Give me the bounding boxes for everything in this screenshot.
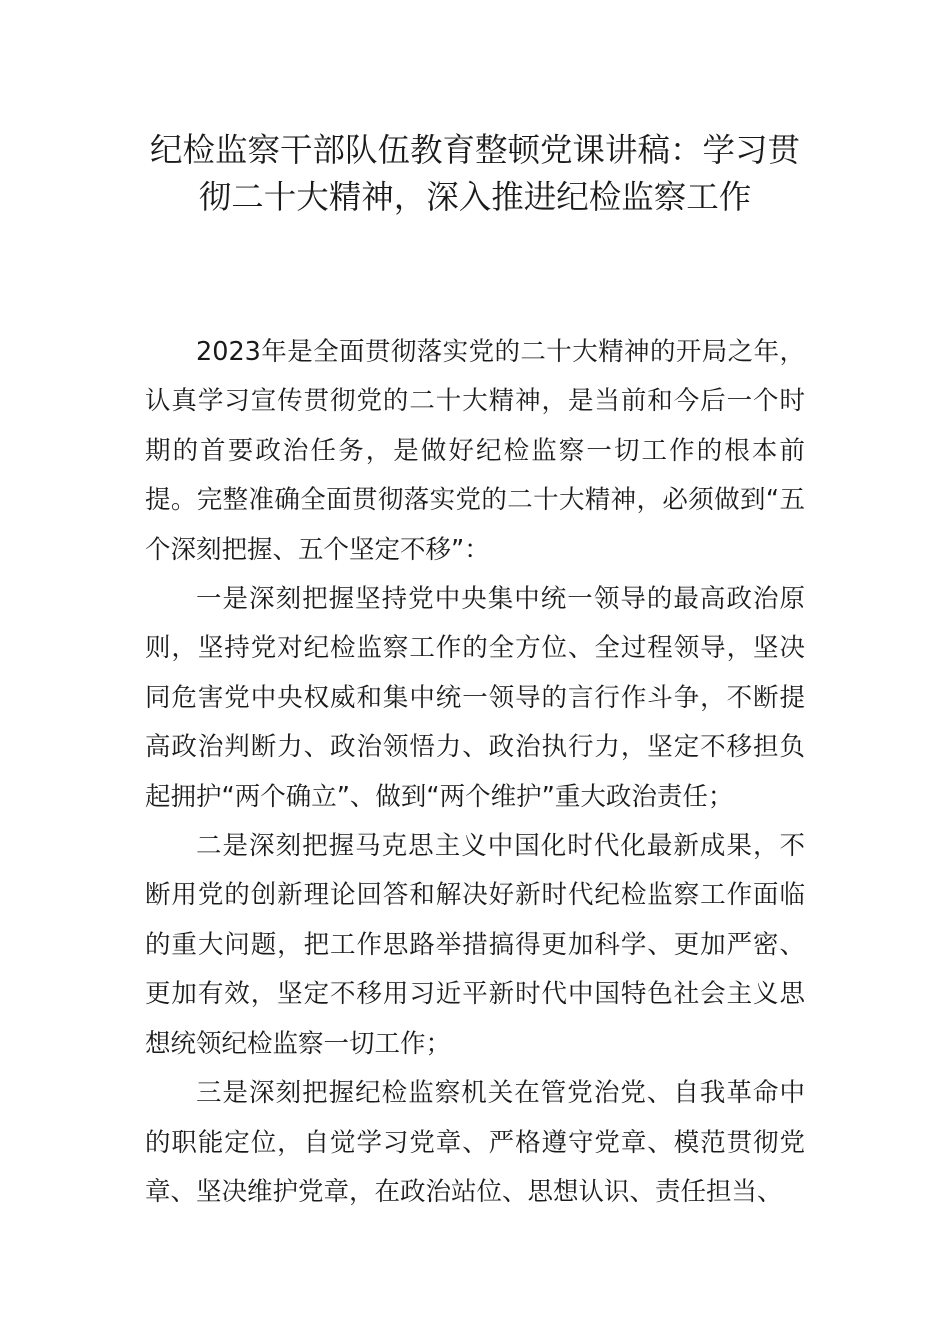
paragraph-point-two: 二是深刻把握马克思主义中国化时代化最新成果，不断用党的创新理论回答和解决好新时代纪检监察工作面临的重大问题，把工作思路举措搞得更加科学、更加严密、更加有效，坚定不移用习近平新时代中国特色社会主义思想统领纪检监察一切工作； xyxy=(145,831,805,1059)
paragraph-point-three: 三是深刻把握纪检监察机关在管党治党、自我革命中的职能定位，自觉学习党章、严格遵守党章、模范贯彻党章、坚决维护党章，在政治站位、思想认识、责任担当、 xyxy=(145,1078,805,1207)
paragraph-intro: 2023年是全面贯彻落实党的二十大精神的开局之年，认真学习宣传贯彻党的二十大精神，是当前和今后一个时期的首要政治任务，是做好纪检监察一切工作的根本前提。完整准确全面贯彻落实党的二十大精神，必须做到“五个深刻把握、五个坚定不移”： xyxy=(145,337,805,565)
document-body xyxy=(145,328,805,1217)
document-title: 纪检监察干部队伍教育整顿党课讲稿：学习贯彻二十大精神，深入推进纪检监察工作 xyxy=(149,131,800,216)
paragraph-point-one: 一是深刻把握坚持党中央集中统一领导的最高政治原则，坚持党对纪检监察工作的全方位、全过程领导，坚决同危害党中央权威和集中统一领导的言行作斗争，不断提高政治判断力、政治领悟力、政治执行力，坚定不移担负起拥护“两个确立”、做到“两个维护”重大政治责任； xyxy=(145,584,805,812)
